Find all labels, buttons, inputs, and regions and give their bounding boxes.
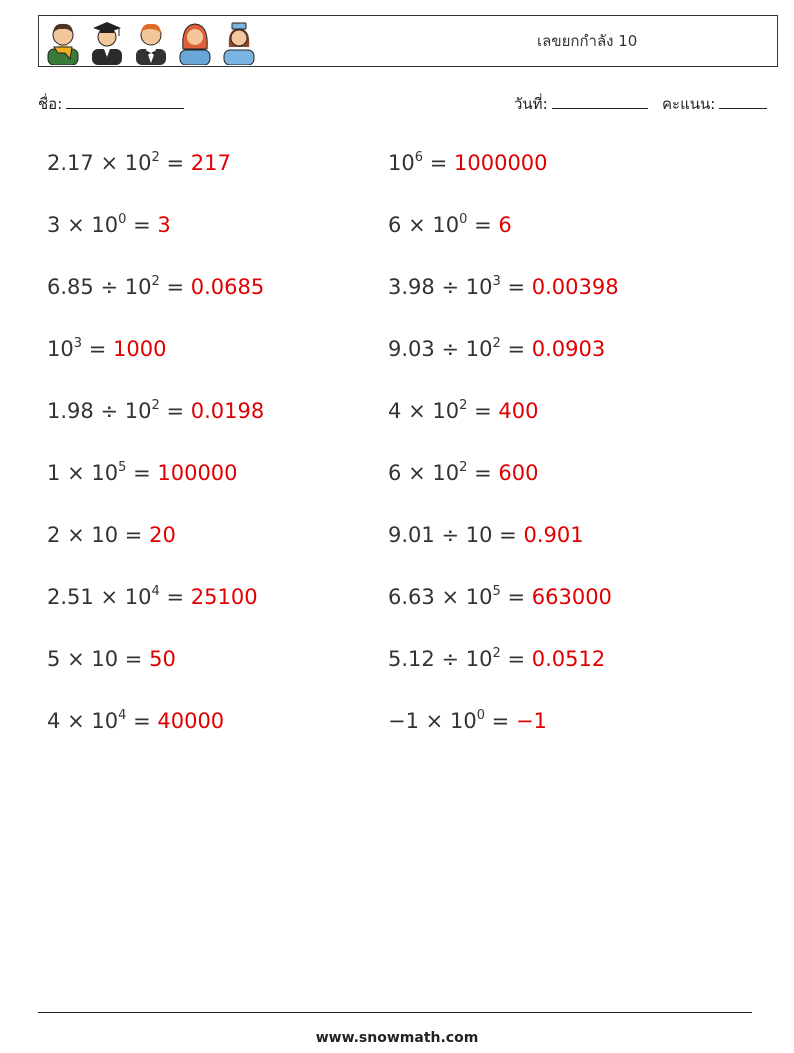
problem-answer: −1: [515, 709, 547, 733]
date-blank[interactable]: [552, 94, 648, 109]
name-blank[interactable]: [66, 94, 184, 109]
problem-operator: ÷: [100, 275, 119, 299]
problem-operator: ×: [67, 213, 85, 237]
problem-operator: ×: [100, 151, 119, 175]
problem-exponent: 5: [492, 584, 501, 599]
problem-equals: =: [429, 151, 448, 175]
problem-base: 2.17: [47, 151, 94, 175]
problem-exponent: 2: [459, 460, 468, 475]
problem-exponent: 6: [414, 150, 424, 165]
problem-exponent: 4: [151, 584, 160, 599]
problem-base: −1: [388, 709, 419, 733]
problem-power-base: 10: [465, 647, 493, 671]
problem-item: [47, 274, 264, 300]
problem-equals: =: [499, 523, 517, 547]
problem-power-base: 10: [91, 213, 119, 237]
problem-answer: 663000: [531, 585, 612, 609]
problem-exponent: 0: [118, 212, 127, 227]
problem-base: 1.98: [47, 399, 94, 423]
problem-power-base: 10: [124, 585, 152, 609]
problem-power-base: 10: [465, 275, 493, 299]
problem-power-base: 10: [465, 337, 493, 361]
problem-answer: 400: [498, 399, 539, 423]
problem-answer: 0.0198: [190, 399, 265, 423]
problem-base: 9.03: [388, 337, 435, 361]
problem-answer: 3: [157, 213, 171, 237]
problem-answer: 0.901: [523, 523, 584, 547]
problem-operator: ×: [67, 461, 85, 485]
problem-operator: ÷: [100, 399, 119, 423]
problem-exponent: 2: [151, 274, 160, 289]
problem-base: 2: [47, 523, 61, 547]
problem-exponent: 0: [476, 708, 485, 723]
score-label: คะแนน:: [662, 95, 716, 113]
problem-equals: =: [491, 709, 510, 733]
problem-answer: 20: [149, 523, 176, 547]
problem-base: 6: [388, 213, 402, 237]
problem-item: [47, 522, 176, 548]
problem-base: 6.63: [388, 585, 435, 609]
problem-item: [388, 336, 605, 362]
girl-red-hair-avatar-icon: [176, 19, 214, 65]
problem-exponent: 3: [492, 274, 501, 289]
problem-answer: 0.0512: [531, 647, 606, 671]
problem-exponent: 2: [151, 398, 160, 413]
graduate-avatar-icon: [88, 19, 126, 65]
problem-item: [47, 460, 238, 486]
problem-exponent: 3: [73, 336, 83, 351]
date-field[interactable]: [514, 92, 648, 116]
problem-answer: 0.00398: [531, 275, 619, 299]
problem-item: [388, 584, 612, 610]
problem-item: [388, 274, 619, 300]
score-blank[interactable]: [719, 94, 767, 109]
problem-item: [388, 708, 547, 734]
problem-answer: 1000: [113, 337, 167, 361]
avatar-strip: [44, 19, 258, 65]
problem-equals: =: [474, 213, 492, 237]
problem-exponent: 2: [492, 646, 501, 661]
problem-operator: ×: [67, 523, 85, 547]
problem-answer: 40000: [157, 709, 225, 733]
problem-operator: ÷: [441, 523, 460, 547]
problem-item: [388, 150, 548, 176]
problem-equals: =: [507, 647, 526, 671]
problem-base: 3: [47, 213, 61, 237]
problem-power-base: 10: [388, 151, 415, 175]
problem-equals: =: [474, 461, 492, 485]
problem-item: [388, 398, 538, 424]
problem-power-base: 10: [432, 399, 460, 423]
problem-item: [47, 150, 231, 176]
problem-operator: ÷: [441, 647, 460, 671]
problem-item: [47, 584, 258, 610]
problem-equals: =: [166, 585, 185, 609]
problem-equals: =: [124, 647, 143, 671]
problem-item: [388, 460, 538, 486]
problem-base: 4: [47, 709, 61, 733]
problem-base: 6: [388, 461, 402, 485]
problem-equals: =: [166, 151, 185, 175]
nurse-avatar-icon: [220, 19, 258, 65]
name-label: ชื่อ:: [38, 95, 63, 113]
problem-base: 4: [388, 399, 402, 423]
problem-operator: ×: [67, 647, 85, 671]
problem-operator: ÷: [441, 275, 460, 299]
problem-answer: 600: [498, 461, 539, 485]
problem-equals: =: [507, 337, 526, 361]
waiter-avatar-icon: [132, 19, 170, 65]
score-field[interactable]: [662, 92, 767, 116]
problem-equals: =: [133, 709, 151, 733]
problem-item: [388, 212, 512, 238]
footer-site: www.snowmath.com: [315, 1030, 479, 1046]
problem-power-base: 10: [91, 647, 119, 671]
problem-equals: =: [133, 461, 151, 485]
problem-answer: 0.0903: [531, 337, 606, 361]
problem-power-base: 10: [124, 275, 152, 299]
footer-divider: [38, 1012, 752, 1013]
problem-operator: ÷: [441, 337, 460, 361]
problem-base: 5.12: [388, 647, 435, 671]
problem-power-base: 10: [465, 523, 493, 547]
problem-equals: =: [507, 585, 526, 609]
problem-equals: =: [124, 523, 143, 547]
boy-scarf-avatar-icon: [44, 19, 82, 65]
problem-operator: ×: [100, 585, 119, 609]
problem-power-base: 10: [449, 709, 477, 733]
problem-power-base: 10: [91, 523, 119, 547]
problem-exponent: 0: [459, 212, 468, 227]
name-field[interactable]: [38, 92, 184, 116]
problem-power-base: 10: [91, 461, 119, 485]
problem-exponent: 2: [151, 150, 160, 165]
problem-item: [47, 212, 171, 238]
worksheet-header: [38, 15, 778, 67]
problem-operator: ×: [425, 709, 444, 733]
problem-item: [388, 522, 584, 548]
problem-operator: ×: [408, 213, 426, 237]
problem-power-base: 10: [432, 213, 460, 237]
problem-equals: =: [166, 275, 185, 299]
problem-answer: 6: [498, 213, 512, 237]
problem-operator: ×: [408, 461, 426, 485]
problem-base: 1: [47, 461, 61, 485]
problem-power-base: 10: [124, 399, 152, 423]
problem-base: 3.98: [388, 275, 435, 299]
date-label: วันที่:: [514, 95, 548, 113]
problem-exponent: 5: [118, 460, 127, 475]
problem-item: [47, 336, 166, 362]
problem-equals: =: [507, 275, 526, 299]
problem-equals: =: [133, 213, 151, 237]
worksheet-title: เลขยกกำลัง 10: [537, 32, 638, 50]
problem-base: 9.01: [388, 523, 435, 547]
problem-power-base: 10: [47, 337, 74, 361]
problem-equals: =: [474, 399, 492, 423]
problem-item: [47, 398, 264, 424]
problem-equals: =: [166, 399, 185, 423]
problem-operator: ×: [441, 585, 460, 609]
problem-exponent: 2: [459, 398, 468, 413]
problem-power-base: 10: [465, 585, 493, 609]
problem-item: [47, 708, 224, 734]
problem-answer: 25100: [190, 585, 258, 609]
problem-base: 5: [47, 647, 61, 671]
problem-answer: 100000: [157, 461, 238, 485]
problem-item: [47, 646, 176, 672]
problem-answer: 1000000: [454, 151, 548, 175]
problem-answer: 0.0685: [190, 275, 265, 299]
problem-item: [388, 646, 605, 672]
problem-answer: 217: [190, 151, 231, 175]
problem-power-base: 10: [124, 151, 152, 175]
problem-exponent: 4: [118, 708, 127, 723]
problem-base: 6.85: [47, 275, 94, 299]
problem-exponent: 2: [492, 336, 501, 351]
problem-power-base: 10: [91, 709, 119, 733]
problem-equals: =: [88, 337, 107, 361]
problem-power-base: 10: [432, 461, 460, 485]
problem-base: 2.51: [47, 585, 94, 609]
problem-operator: ×: [67, 709, 85, 733]
problem-operator: ×: [408, 399, 426, 423]
problem-answer: 50: [149, 647, 176, 671]
